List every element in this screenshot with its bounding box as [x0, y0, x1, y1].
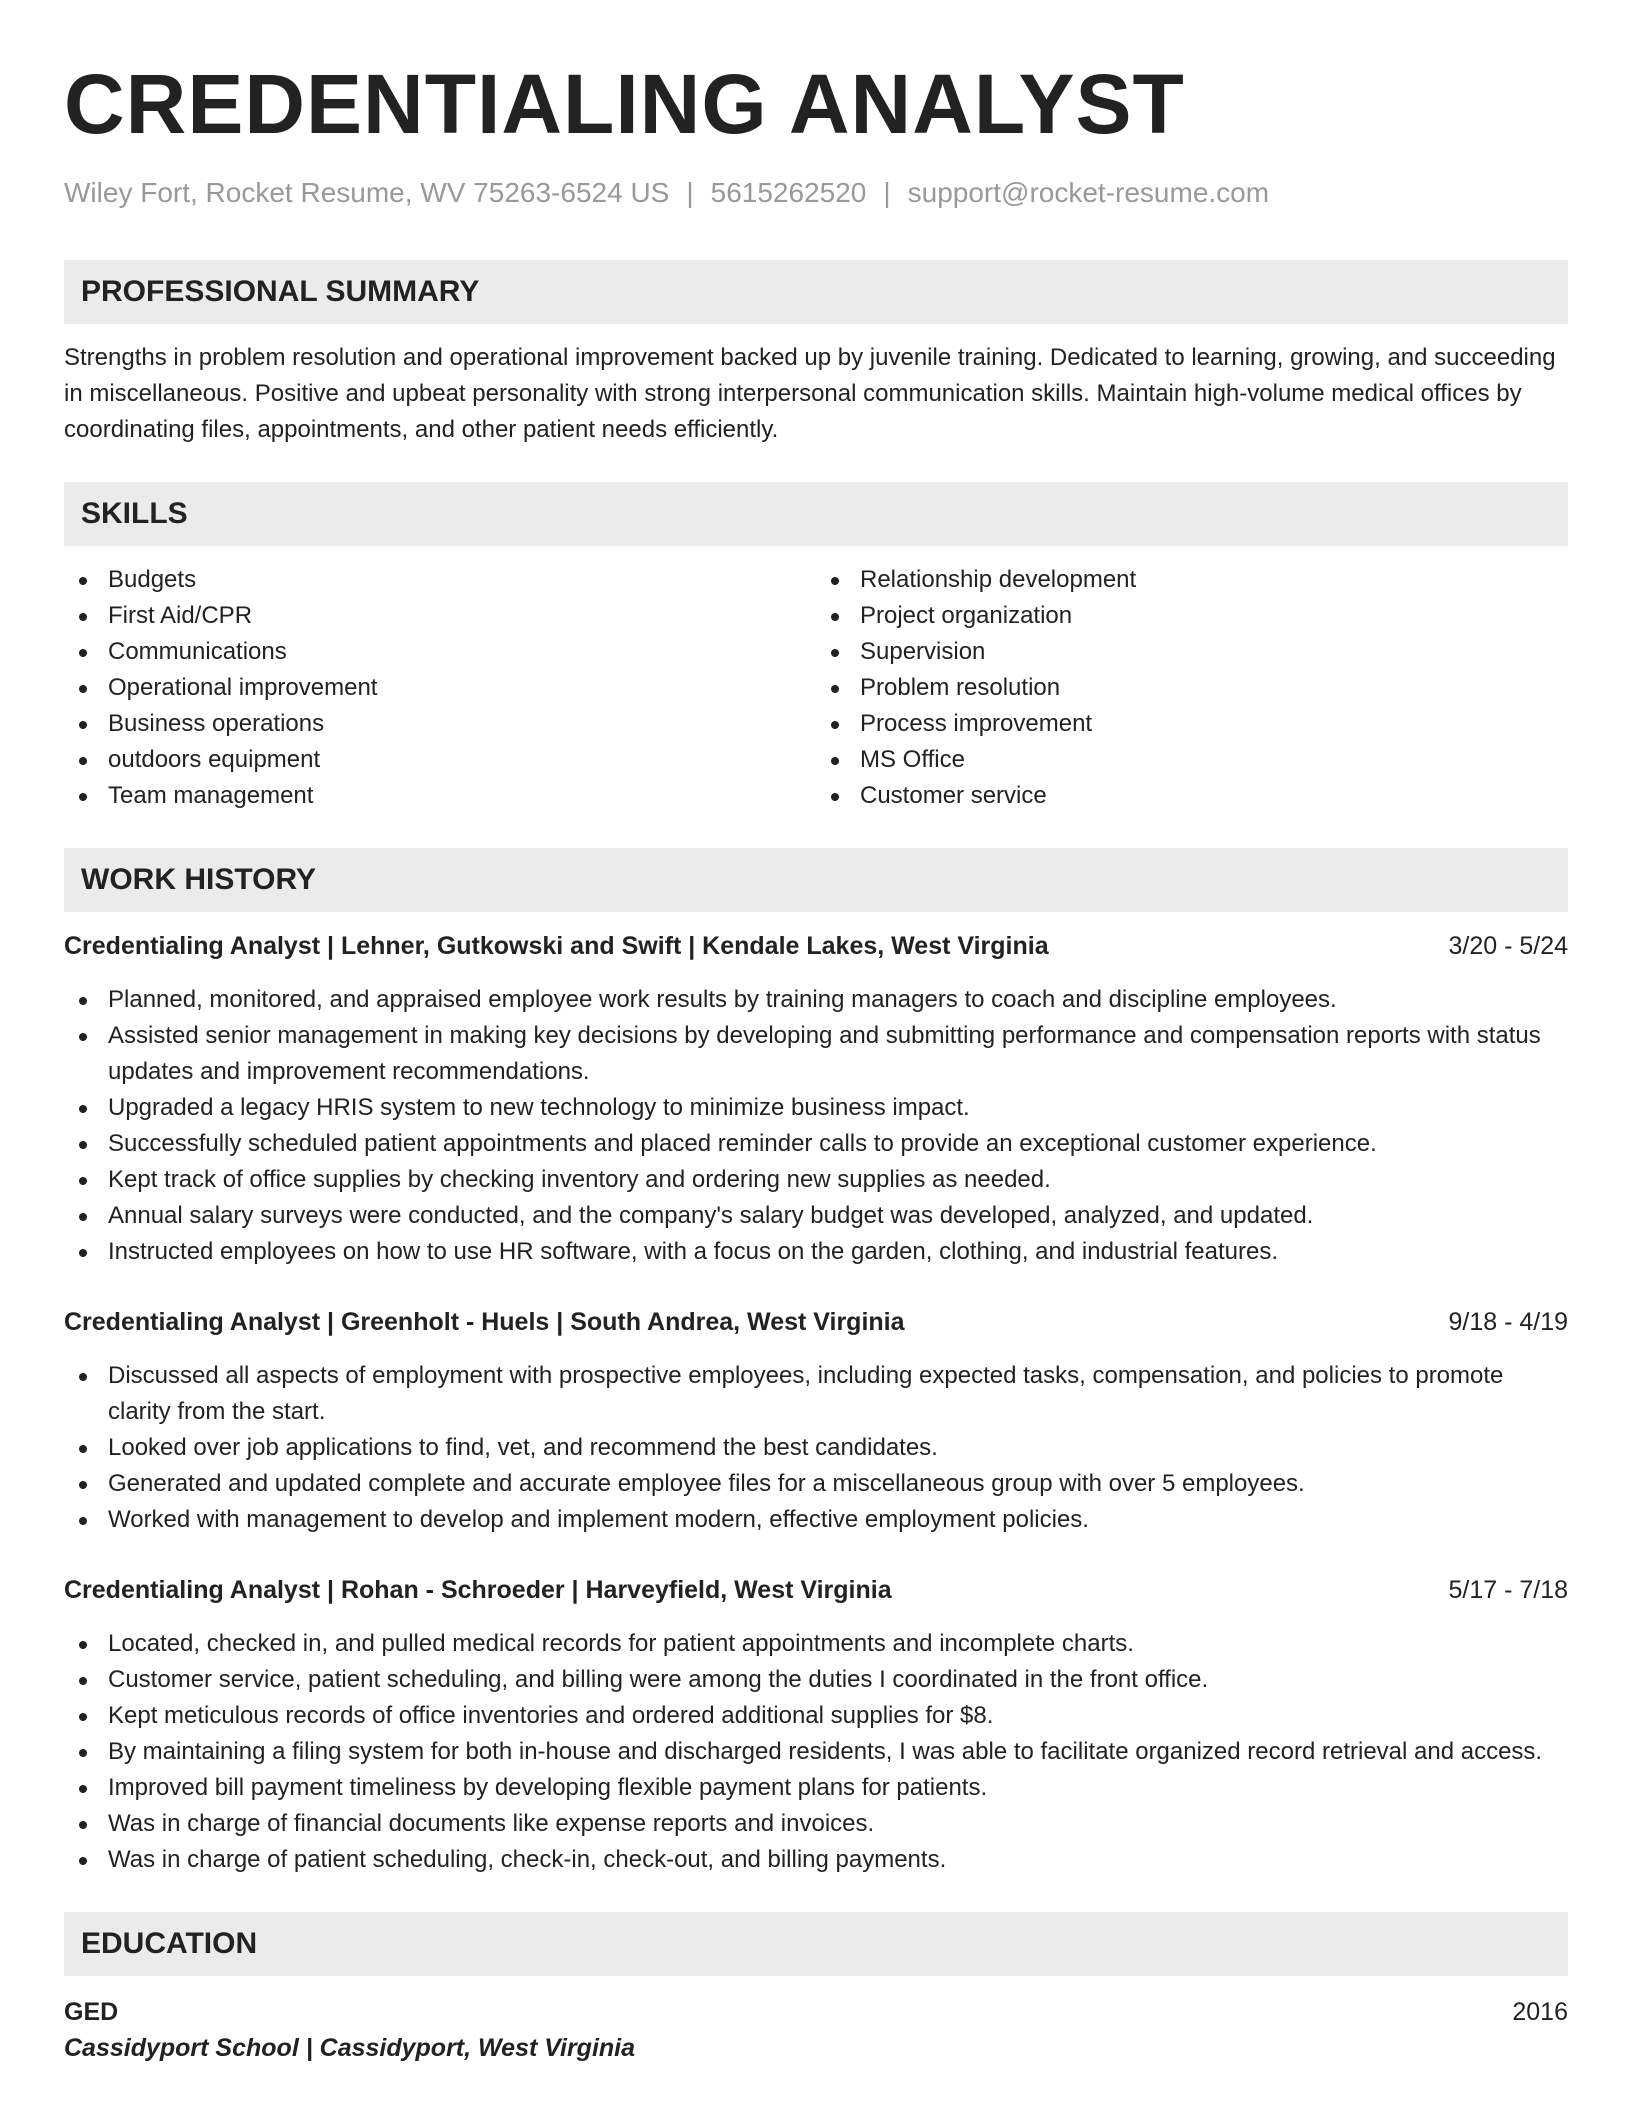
job-bullet: Upgraded a legacy HRIS system to new technology to minimize business impact. [64, 1090, 1568, 1126]
job-bullet: Customer service, patient scheduling, and billing were among the duties I coordinated in the front office. [64, 1662, 1568, 1698]
job-bullet: Looked over job applications to find, vet, and recommend the best candidates. [64, 1430, 1568, 1466]
contact-email: support@rocket-resume.com [907, 177, 1270, 208]
job-bullet: Generated and updated complete and accurate employee files for a miscellaneous group with over 5 employees. [64, 1466, 1568, 1502]
education-school: Cassidyport School | Cassidyport, West Virginia [64, 2034, 636, 2062]
job-entry [64, 928, 1568, 1270]
job-title: Credentialing Analyst | Lehner, Gutkowski and Swift | Kendale Lakes, West Virginia [64, 932, 1049, 960]
job-dates: 5/17 - 7/18 [1448, 1576, 1568, 1604]
summary-text: Strengths in problem resolution and operational improvement backed up by juvenile training. Dedicated to learning, growing, and succeeding in miscellaneous. Positive and upbeat personality with strong interpersonal communication skills. Maintain high-volume medical offices by coordinating files, appointments, and other patient needs efficiently. [64, 344, 1556, 443]
job-bullet: Instructed employees on how to use HR software, with a focus on the garden, clothing, and industrial features. [64, 1234, 1568, 1270]
job-header [64, 1572, 1568, 1608]
job-bullets [64, 1358, 1568, 1538]
job-bullets [64, 982, 1568, 1270]
skill-item: Customer service [816, 778, 1568, 814]
job-bullet: Discussed all aspects of employment with prospective employees, including expected tasks, compensation, and policies to promote clarity from the start. [64, 1358, 1568, 1430]
job-bullet: Improved bill payment timeliness by developing flexible payment plans for patients. [64, 1770, 1568, 1806]
job-bullet: Worked with management to develop and implement modern, effective employment policies. [64, 1502, 1568, 1538]
skills-column-right [816, 562, 1568, 814]
contact-line [64, 176, 1568, 210]
job-dates: 9/18 - 4/19 [1448, 1308, 1568, 1336]
contact-separator: | [883, 177, 891, 208]
job-bullet: Assisted senior management in making key decisions by developing and submitting performance and compensation reports with status updates and improvement recommendations. [64, 1018, 1568, 1090]
education-entry [64, 1994, 1568, 2066]
skill-item: Operational improvement [64, 670, 816, 706]
education-year: 2016 [1512, 1998, 1568, 2026]
skill-item: Problem resolution [816, 670, 1568, 706]
work-history-heading: WORK HISTORY [64, 848, 1568, 912]
skills-column-left [64, 562, 816, 814]
education-header [64, 1994, 1568, 2030]
skill-item: Project organization [816, 598, 1568, 634]
job-bullet: By maintaining a filing system for both in-house and discharged residents, I was able to facilitate organized record retrieval and access. [64, 1734, 1568, 1770]
skill-item: Supervision [816, 634, 1568, 670]
job-title: Credentialing Analyst | Rohan - Schroeder | Harveyfield, West Virginia [64, 1576, 892, 1604]
job-dates: 3/20 - 5/24 [1448, 932, 1568, 960]
skill-item: Relationship development [816, 562, 1568, 598]
contact-address: Wiley Fort, Rocket Resume, WV 75263-6524 US [64, 177, 670, 208]
job-bullet: Annual salary surveys were conducted, and the company's salary budget was developed, analyzed, and updated. [64, 1198, 1568, 1234]
job-bullet: Kept track of office supplies by checking inventory and ordering new supplies as needed. [64, 1162, 1568, 1198]
contact-phone: 5615262520 [710, 177, 867, 208]
skill-item: Team management [64, 778, 816, 814]
job-bullets [64, 1626, 1568, 1878]
skill-item: MS Office [816, 742, 1568, 778]
skills-heading: SKILLS [64, 482, 1568, 546]
job-bullet: Was in charge of financial documents like expense reports and invoices. [64, 1806, 1568, 1842]
summary-heading: PROFESSIONAL SUMMARY [64, 260, 1568, 324]
education-heading: EDUCATION [64, 1912, 1568, 1976]
skill-item: Process improvement [816, 706, 1568, 742]
skill-item: First Aid/CPR [64, 598, 816, 634]
skill-item: Communications [64, 634, 816, 670]
candidate-name: CREDENTIALING ANALYST [64, 57, 1185, 151]
skills-list [64, 562, 1568, 814]
job-header [64, 1304, 1568, 1340]
contact-separator: | [686, 177, 694, 208]
job-bullet: Kept meticulous records of office inventories and ordered additional supplies for $8. [64, 1698, 1568, 1734]
job-header [64, 928, 1568, 964]
job-bullet: Successfully scheduled patient appointments and placed reminder calls to provide an exceptional customer experience. [64, 1126, 1568, 1162]
job-bullet: Was in charge of patient scheduling, check-in, check-out, and billing payments. [64, 1842, 1568, 1878]
job-bullet: Located, checked in, and pulled medical records for patient appointments and incomplete charts. [64, 1626, 1568, 1662]
job-entry [64, 1304, 1568, 1538]
skill-item: Business operations [64, 706, 816, 742]
job-bullet: Planned, monitored, and appraised employee work results by training managers to coach and discipline employees. [64, 982, 1568, 1018]
job-entry [64, 1572, 1568, 1878]
education-degree: GED [64, 1998, 119, 2026]
skill-item: Budgets [64, 562, 816, 598]
job-title: Credentialing Analyst | Greenholt - Huels | South Andrea, West Virginia [64, 1308, 905, 1336]
skill-item: outdoors equipment [64, 742, 816, 778]
